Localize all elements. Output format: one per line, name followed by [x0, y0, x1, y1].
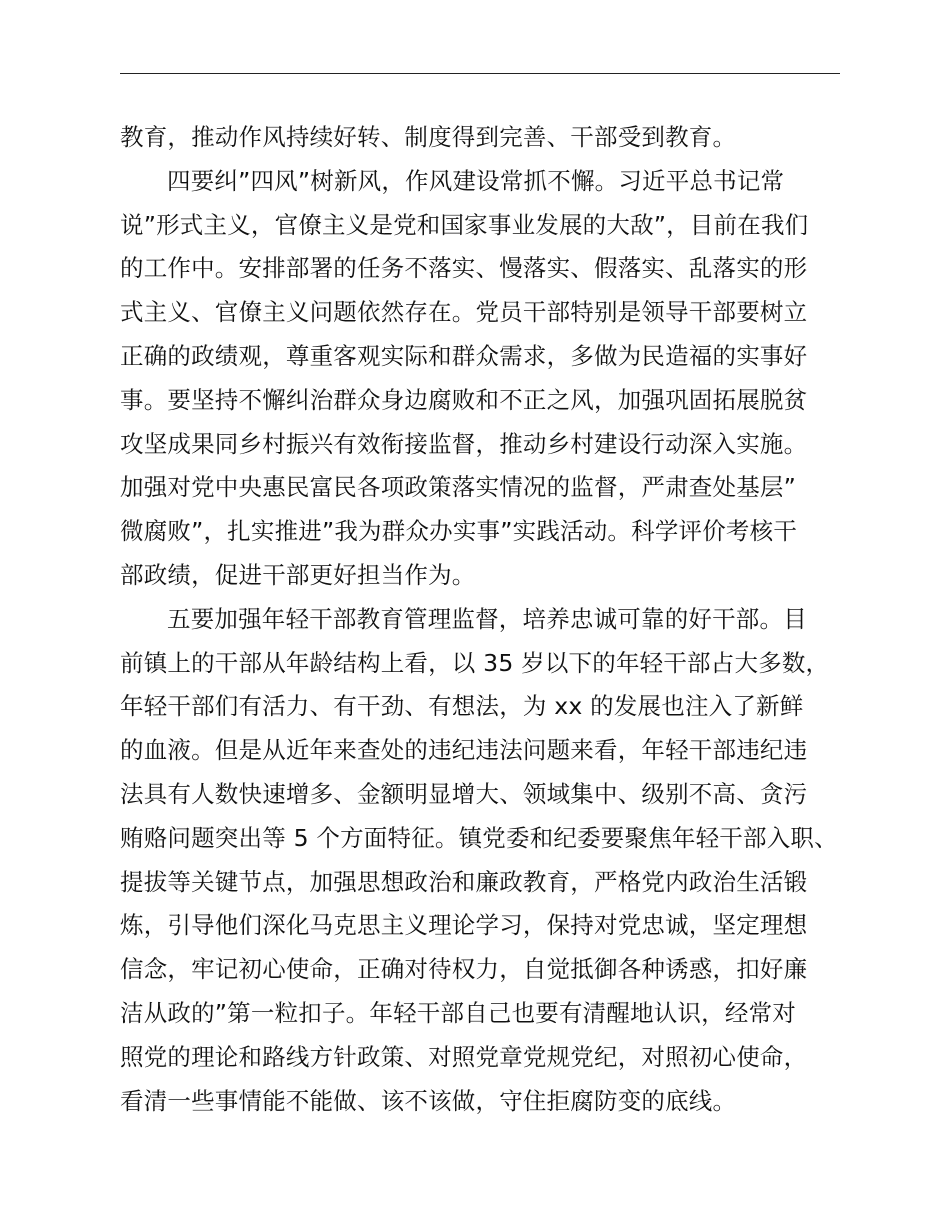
text-line: 贿赂问题突出等 5 个方面特征。镇党委和纪委要聚焦年轻干部入职、 — [120, 823, 838, 852]
text-line: 照党的理论和路线方针政策、对照党章党规党纪，对照初心使命， — [120, 1042, 808, 1071]
text-line: 事。要坚持不懈纠治群众身边腐败和不正之风，加强巩固拓展脱贫 — [120, 385, 808, 414]
text-line: 炼，引导他们深化马克思主义理论学习，保持对党忠诚，坚定理想 — [120, 911, 808, 940]
text-line: 五要加强年轻干部教育管理监督，培养忠诚可靠的好干部。目 — [167, 604, 807, 633]
text-line: 年轻干部们有活力、有干劲、有想法，为 xx 的发展也注入了新鲜 — [120, 692, 804, 721]
text-line: 法具有人数快速增多、金额明显增大、领域集中、级别不高、贪污 — [120, 779, 808, 808]
text-line: 微腐败”，扎实推进”我为群众办实事”实践活动。科学评价考核干 — [120, 517, 798, 546]
text-line: 提拔等关键节点，加强思想政治和廉政教育，严格党内政治生活锻 — [120, 867, 808, 896]
header-rule — [120, 73, 840, 74]
text-line: 攻坚成果同乡村振兴有效衔接监督，推动乡村建设行动深入实施。 — [120, 429, 808, 458]
document-body — [120, 116, 855, 1123]
text-line: 信念，牢记初心使命，正确对待权力，自觉抵御各种诱惑，扣好廉 — [120, 955, 808, 984]
text-line: 说”形式主义，官僚主义是党和国家事业发展的大敌”，目前在我们 — [120, 210, 809, 239]
text-line: 洁从政的”第一粒扣子。年轻干部自己也要有清醒地认识，经常对 — [120, 998, 796, 1027]
text-line: 四要纠”四风”树新风，作风建设常抓不懈。习近平总书记常 — [167, 166, 785, 195]
text-line: 的血液。但是从近年来查处的违纪违法问题来看，年轻干部违纪违 — [120, 736, 808, 765]
text-line: 式主义、官僚主义问题依然存在。党员干部特别是领导干部要树立 — [120, 298, 808, 327]
text-line: 看清一些事情能不能做、该不该做，守住拒腐防变的底线。 — [120, 1086, 737, 1115]
text-line: 前镇上的干部从年龄结构上看，以 35 岁以下的年轻干部占大多数， — [120, 648, 830, 677]
text-line: 教育，推动作风持续好转、制度得到完善、干部受到教育。 — [120, 123, 737, 151]
text-line: 部政绩，促进干部更好担当作为。 — [120, 560, 476, 589]
text-line: 加强对党中央惠民富民各项政策落实情况的监督，严肃查处基层” — [120, 473, 796, 502]
text-line: 正确的政绩观，尊重客观实际和群众需求，多做为民造福的实事好 — [120, 341, 808, 370]
text-line: 的工作中。安排部署的任务不落实、慢落实、假落实、乱落实的形 — [120, 254, 808, 283]
